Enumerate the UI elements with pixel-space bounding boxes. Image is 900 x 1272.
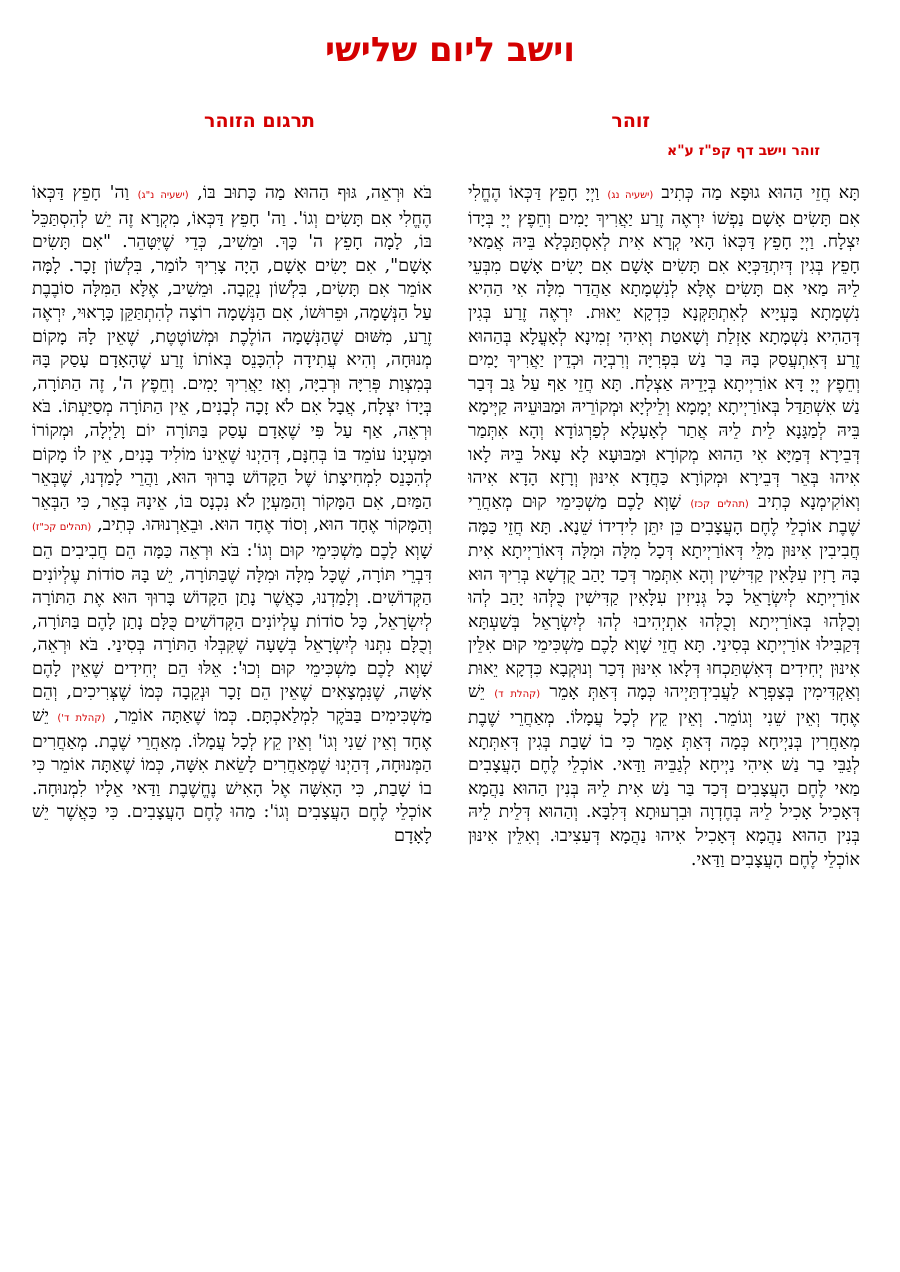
targum-text: וַה' חָפֵץ דַּכְּאוֹ הֶחֱלִי אִם תָּשִׂים וְגוֹ'. וַה' חָפֵץ דַּכְּאוֹ, מִקְרָא זֶה יֵשׁ לְהִסְתַּכֵּל בּוֹ, לָמָה חָפֵץ ה' כָּךְ. וּמֵשִׁיב, כְּדֵי שֶׁיִּטָּהֵר. "אִם תָּשִׂים אָשָׁם", אִם יָשִׂים אָשָׁם, הָיָה צָרִיךְ לוֹמַר, בִּלְשׁוֹן זָכָר. לָמָּה אוֹמֵר אִם תָּשִׂים, בִּלְשׁוֹן נְקֵבָה. וּמֵשִׁיב, אֶלָּא הַמִּלָּה סוֹבֶבֶת עַל הַנְּשָׁמָה, וּפֵרוּשׁוֹ, אִם הַנְּשָׁמָה רוֹצָה לְהִתְתַּקֵּן כָּרָאוּי, יִרְאֶה זֶרַע, מִשּׁוּם שֶׁהַנְּשָׁמָה הוֹלֶכֶת וּמְשׁוֹטֶטֶת, שֶׁאֵין לָהּ מָקוֹם מְנוּחָה, וְהִיא עֲתִידָה לְהִכָּנֵס בְּאוֹתוֹ זֶרַע שֶׁהָאָדָם עָסַק בָּהּ בְּמִצְוַת פְּרִיָּה וּרְבִיָּה, וְאָז יַאֲרִיךְ יָמִים. וְחֵפֶץ ה', זֶה הַתּוֹרָה, בְּיָדוֹ יִצְלָח, אֲבָל אִם לֹא זָכָה לְבָנִים, אֵין הַתּוֹרָה מְסַיַּעְתּוֹ. בֹּא וּרְאֵה, אַף עַל פִּי שֶׁאָדָם עָסַק בַּתּוֹרָה יוֹם וָלַיְלָה, וּמְקוֹרוֹ וּמַעְיָנוֹ עוֹמֵד בּוֹ בְּחִנָּם, דְּהַיְנוּ שֶׁאֵינוֹ מוֹלִיד בָּנִים, אֵין לוֹ מָקוֹם לְהִכָּנֵס לִמְחִיצָתוֹ שֶׁל הַקָּדוֹשׁ בָּרוּךְ הוּא, וַהֲרֵי לָמַדְנוּ, שֶׁבְּאֵר הַמַּיִם, אִם הַמָּקוֹר וְהַמַּעְיָן לֹא נִכְנָס בּוֹ, אֵינָהּ בְּאֵר, כִּי הַבְּאֵר וְהַמָּקוֹר אֶחָד הוּא, וְסוֹד אֶחָד הוּא. וּבֵאַרְנוּהוּ. כְּתִיב, <box>32 183 432 536</box>
zohar-opening: תָּא חֲזֵי הַהוּא גוּפָא מַה כְּתִיב <box>661 183 860 203</box>
zohar-text: שָׁוְא לָכֶם מַשְׁכִּימֵי קוּם מְאַחֲרֵי שֶׁבֶת אוֹכְלֵי לֶחֶם הָעֲצָבִים כֵּן יִתֵּן לִידִידוֹ שֵׁנָא. תָּא חֲזֵי כַּמָּה חֲבִיבִין אִינּוּן מִלֵּי דְּאוֹרַיְיתָא דְּכָל מִלָּה וּמִלָּה דְּאוֹרַיְיתָא אִית בָּהּ רָזִין עִלָּאִין קַדִּישִׁין וְהָא אִתְּמַר דְּכַד יָהַב קֻדְשָׁא בְּרִיךְ הוּא אוֹרַיְיתָא לְיִשְׂרָאֵל כָּל גְּנִיזִין עִלָּאִין קַדִּישִׁין כֻּלְּהוּ יָהַב לְהוּ וְכֻלְּהוּ בְּאוֹרַיְיתָא וְכֻלְּהוּ אִתְיְהִיבוּ לְהוּ לְיִשְׂרָאֵל בְּשַׁעְתָּא דְּקַבִּילוּ אוֹרַיְיתָא בְּסִינַי. תָּא חֲזֵי שָׁוְא לָכֶם מַשְׁכִּימֵי קוּם אִלֵּין אִינּוּן יְחִידִים דְּאִשְׁתַּכְחוּ דְּלָאו אִינּוּן דְּכַר וְנוּקְבָא כִּדְקָא יֵאוּת וְאַקְדִּימִין בְּצַפְרָא לַעֲבִידְתַּיְיהוּ כְּמָה דְּאַתְּ אָמֵר <box>468 491 860 703</box>
zohar-text: וַיְיָ חָפֵץ דַּכְּאוֹ הֶחֱלִי אִם תָּשִׂים אָשָׁם נַפְשׁוֹ יִרְאֶה זֶרַע יַאֲרִיךְ יָמִים וְחֵפֶץ יְיָ בְּיָדוֹ יִצְלָח. וַיְיָ חָפֵץ דַּכְּאוֹ הָאי קְרָא אִית לְאִסְתַּכְּלָא בֵּיהּ אֲמַאי חָפֵץ בְּגִין דְּיִתְדַּכְּיָא אִם תָּשִׂים אָשָׁם אִם יָשִׂים אָשָׁם מִבְּעֵי לֵיהּ מַאי אִם תָּשִׂים אֶלָּא לְנִשְׁמָתָא אַהֲדַר מִלָּה אִי הַהִיא נִשְׁמָתָא בָּעְיָיא לְאִתְתַּקְּנָא כִּדְקָא יֵאוּת. יִרְאֶה זֶרַע בְּגִין דְּהַהִיא נִשְׁמָתָא אָזְלַת וְשָׁאטַת וְאִיהִי זְמִינָא לְאָעֳלָא בְּהַהוּא זֶרַע דְּאִתְעֲסַק בָּהּ בַּר נַשׁ בִּפְרִיָּה וְרִבְיָה וּכְדֵין יַאֲרִיךְ יָמִים וְחֵפֶץ יְיָ דָּא אוֹרַיְיתָא בְּיָדֵיהּ אַצְלָח. תָּא חֲזֵי אַף עַל גַּב דְּבַר נַשׁ אִשְׁתַּדַּל בְּאוֹרַיְיתָא יְמָמָא וְלֵילְיָא וּמְקוֹרֵיהּ וּמַבּוּעֵיהּ קַיְּימָא בֵּיהּ לְמַגָּנָא לֵית לֵיהּ אֲתַר לְאָעָלָא לְפַרְגּוֹדָא וְהָא אִתְּמַר דְּבֵירָא דְּמַיָּא אִי הַהוּא מְקוֹרָא וּמַבּוּעָא לָא עָאל בֵּיהּ לָאו אִיהוּ בְּאֵר דְּבֵירָא וּמְקוֹרָא כַּחֲדָא אִינּוּן וְרָזָא הָדָא אִיהוּ וְאוֹקִימְנָא כְּתִיב <box>468 183 860 512</box>
zohar-column <box>468 182 860 1242</box>
targum-text: שָׁוְא לָכֶם מַשְׁכִּימֵי קוּם וְגוֹ': בֹּא וּרְאֵה כַּמָּה הֵם חֲבִיבִים הֵם דִּבְרֵי תּוֹרָה, שֶׁכָּל מִלָּה וּמִלָּה שֶׁבַּתּוֹרָה, יֵשׁ בָּהּ סוֹדוֹת עֶלְיוֹנִים הַקְּדוֹשִׁים. וְלָמַדְנוּ, כַּאֲשֶׁר נָתַן הַקָּדוֹשׁ בָּרוּךְ הוּא אֶת הַתּוֹרָה לְיִשְׂרָאֵל, כָּל סוֹדוֹת עֶלְיוֹנִים הַקְּדוֹשִׁים כֻּלָּם נָתַן לָהֶם בַּתּוֹרָה, וְכֻלָּם נִתְּנוּ לְיִשְׂרָאֵל בְּשָׁעָה שֶׁקִּבְּלוּ הַתּוֹרָה בְּסִינַי. בֹּא וּרְאֵה, שָׁוְא לָכֶם מַשְׁכִּימֵי קוּם וְכוּ': אֵלּוּ הֵם יְחִידִים שֶׁאֵין לָהֶם אִשָּׁה, שֶׁנִּמְצָאִים שֶׁאֵין הֵם זָכָר וּנְקֵבָה כְּמוֹ שֶׁצְּרִיכִים, וְהֵם מַשְׁכִּימִים בַּבֹּקֶר לִמְלַאכְתָּם. כְּמוֹ שֶׁאַתָּה אוֹמֵר, <box>32 540 432 727</box>
targum-text: בֹּא וּרְאֵה, גּוּף הַהוּא מַה כָּתוּב בּוֹ, <box>197 183 432 203</box>
verse-reference: (תהלים קכ"ז) <box>32 522 92 534</box>
page-title: וישב ליום שלישי <box>325 30 575 70</box>
source-reference: זוהר וישב דף קפ"ז ע"א <box>667 143 820 159</box>
verse-reference: (קהלת ד') <box>57 713 106 725</box>
verse-reference: (תהלים קכז) <box>690 498 749 510</box>
verse-reference: (ישעיה נ"ג) <box>137 190 189 201</box>
verse-reference: (ישעיה נג) <box>607 190 654 201</box>
zohar-column-heading: זוהר <box>611 110 650 132</box>
targum-column <box>32 182 432 1242</box>
zohar-text: יֵשׁ אֶחָד וְאֵין שֵׁנִי וְגוֹמֵר. וְאֵין קֵץ לְכָל עֲמָלוֹ. מְאַחֲרֵי שֶׁבֶת מְאַחֲרִין בְּנַיְיחָא כְּמָה דְּאַתְּ אָמֵר כִּי בוֹ שָׁבַת בְּגִין דְּאִתְּתָא לְגַבֵּי בַר נַשׁ אִיהִי נַיְיחָא לְגַבֵּיהּ וַדַּאי. אוֹכְלֵי לֶחֶם הָעֲצָבִים מַאי לֶחֶם הָעֲצָבִים דְּכַד בַּר נַשׁ אִית לֵיהּ בְּנִין הַהוּא נַהֲמָא דְּאָכִיל אָכִיל לֵיהּ בְּחֶדְוָה וּבִרְעוּתָא דְּלִבָּא. וְהַהוּא דְּלֵית לֵיהּ בְּנִין הַהוּא נַהֲמָא דְּאָכִיל אִיהוּ נַהֲמָא דְּעַצִיבוּ. וְאִלֵּין אִינּוּן אוֹכְלֵי לֶחֶם הָעֲצָבִים וַדַּאי. <box>468 682 860 870</box>
targum-text: יֵשׁ אֶחָד וְאֵין שֵׁנִי וְגוֹ' וְאֵין קֵץ לְכָל עֲמָלוֹ. מְאַחֲרֵי שֶׁבֶת. מְאַחֲרִים הַמְּנוּחָה, דְּהַיְנוּ שֶׁמְּאַחֲרִים לָשֵׂאת אִשָּׁה, כְּמוֹ שֶׁאַתָּה אוֹמֵר כִּי בוֹ שָׁבַת, כִּי הָאִשָּׁה אֶל הָאִישׁ נֶחֱשֶׁבֶת וַדַּאי אֵלָיו לִמְנוּחָה. אוֹכְלֵי לֶחֶם הָעֲצָבִים וְגוֹ': מַהוּ לֶחֶם הָעֲצָבִים. כִּי כַּאֲשֶׁר יֵשׁ לָאָדָם <box>32 706 432 847</box>
targum-column-heading: תרגום הזוהר <box>204 110 315 132</box>
verse-reference: (קהלת ד) <box>494 689 541 701</box>
